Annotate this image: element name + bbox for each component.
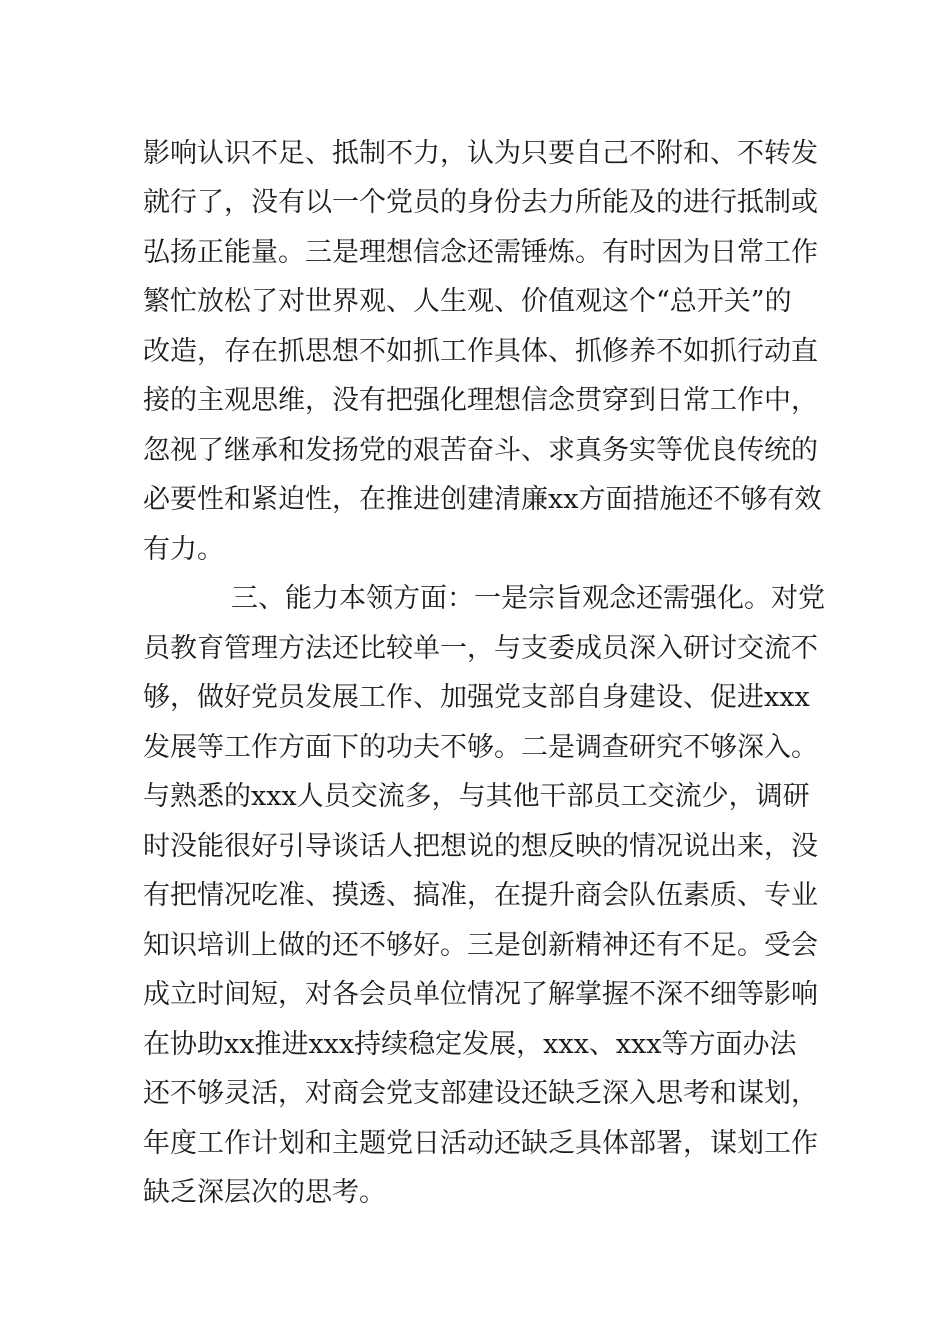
text-line: 改造，存在抓思想不如抓工作具体、抓修养不如抓行动直 <box>143 336 818 367</box>
text-line: 忽视了继承和发扬党的艰苦奋斗、求真务实等优良传统的 <box>143 435 818 466</box>
text-line: 够，做好党员发展工作、加强党支部自身建设、促进xxx <box>143 682 810 713</box>
text-line: 在协助xx推进xxx持续稳定发展，xxx、xxx等方面办法 <box>143 1029 797 1060</box>
text-line: 弘扬正能量。三是理想信念还需锤炼。有时因为日常工作 <box>143 237 818 268</box>
text-line: 还不够灵活，对商会党支部建设还缺乏深入思考和谋划， <box>143 1078 818 1109</box>
text-line: 就行了，没有以一个党员的身份去力所能及的进行抵制或 <box>143 187 818 218</box>
text-line: 必要性和紧迫性，在推进创建清廉xx方面措施还不够有效 <box>143 484 822 515</box>
text-line: 有把情况吃准、摸透、搞准，在提升商会队伍素质、专业 <box>143 880 818 911</box>
text-line: 缺乏深层次的思考。 <box>143 1177 386 1208</box>
text-line: 时没能很好引导谈话人把想说的想反映的情况说出来，没 <box>143 831 818 862</box>
text-line: 知识培训上做的还不够好。三是创新精神还有不足。受会 <box>143 930 818 961</box>
section-heading-line: 三、能力本领方面：一是宗旨观念还需强化。对党 <box>231 583 825 614</box>
text-line: 发展等工作方面下的功夫不够。二是调查研究不够深入。 <box>143 732 818 763</box>
text-line: 员教育管理方法还比较单一，与支委成员深入研讨交流不 <box>143 633 818 664</box>
text-line: 影响认识不足、抵制不力，认为只要自己不附和、不转发 <box>143 138 818 169</box>
text-line: 接的主观思维，没有把强化理想信念贯穿到日常工作中， <box>143 385 818 416</box>
text-line: 繁忙放松了对世界观、人生观、价值观这个“总开关”的 <box>143 286 792 317</box>
text-line: 与熟悉的xxx人员交流多，与其他干部员工交流少，调研 <box>143 781 810 812</box>
text-line: 年度工作计划和主题党日活动还缺乏具体部署，谋划工作 <box>143 1128 818 1159</box>
text-line: 有力。 <box>143 534 224 565</box>
text-line: 成立时间短，对各会员单位情况了解掌握不深不细等影响 <box>143 979 818 1010</box>
